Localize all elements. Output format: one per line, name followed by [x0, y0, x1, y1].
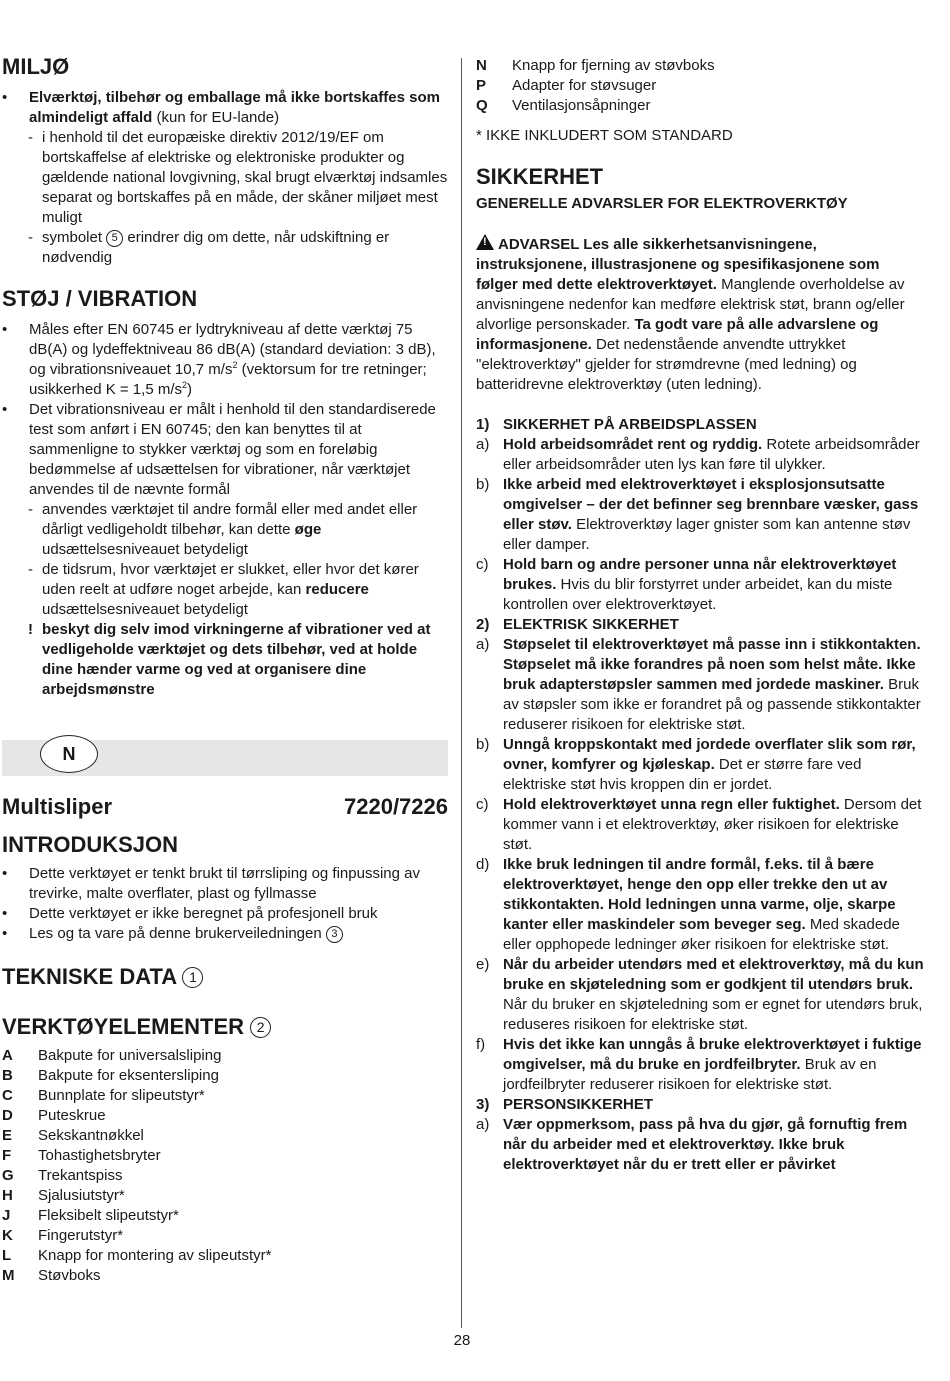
- item-letter: a): [476, 436, 490, 453]
- item-1c-bold: Hold barn og andre personer unna når elektroverktøyet brukes.: [503, 556, 897, 593]
- item-3a-bold: Vær oppmerksom, pass på hva du gjør, gå fornuftig frem når du arbeider med et elektroverktøy. Ikke bruk elektroverktøyet når du er trett eller er påvirket: [503, 1116, 908, 1173]
- element-row: [2, 1086, 448, 1106]
- miljo-bullet-bold: Elværktøj, tilbehør og emballage må ikke bortskaffes som almindeligt affald: [29, 89, 440, 126]
- heading-verktoyelementer: [2, 1014, 448, 1040]
- dash-marker: -: [28, 501, 33, 518]
- subheading-generelle-advarsler: GENERELLE ADVARSLER FOR ELEKTROVERKTØY: [476, 195, 848, 212]
- miljo-dash-2: [2, 228, 448, 268]
- element-row: [2, 1146, 448, 1166]
- item-1c: [476, 555, 924, 615]
- element-row: [2, 1066, 448, 1086]
- bullet-marker: •: [2, 925, 8, 942]
- section-1-heading: [476, 415, 924, 435]
- bullet-marker: •: [2, 905, 8, 922]
- stoj-dash-1: [2, 500, 448, 560]
- bullet-marker: •: [2, 865, 8, 882]
- stoj-bullet-2-text: Det vibrationsniveau er målt i henhold til den standardiserede test som anført i EN 60745; den kan benyttes til at sammenligne to stykker værktøj og som en foreløbig bedømmelse af udsættelsen for vibrationer, når værktøjet anvendes til de nævnte formål: [29, 401, 436, 498]
- item-2d-rest: Med skadede eller opphopede ledninger øker risikoen for elektriske støt.: [503, 916, 900, 953]
- item-2a-bold: Støpselet til elektroverktøyet må passe inn i stikkontakten. Støpselet må ikke forandres på noen som helst måte. Ikke bruk adapterstøpsler sammen med jordede maskiner.: [503, 636, 921, 693]
- product-title-row: [2, 794, 448, 820]
- element-row: [2, 1106, 448, 1126]
- left-column: [2, 54, 448, 1286]
- element-key: L: [2, 1247, 12, 1264]
- item-2e-rest: Når du bruker en skjøteledning som er egnet for utendørs bruk, reduseres risikoen for elektriske støt.: [503, 996, 923, 1033]
- element-row: [476, 76, 924, 96]
- element-list-right: [476, 56, 924, 116]
- heading-miljo: MILJØ: [2, 54, 70, 79]
- item-1b-bold: Ikke arbeid med elektroverktøyet i eksplosjonsutsatte omgivelser – der det befinner seg brennbare væsker, gass eller støv.: [503, 476, 919, 533]
- section-3-heading: [476, 1095, 924, 1115]
- element-label: Puteskrue: [38, 1107, 106, 1124]
- intro-bullet-3-text: Les og ta vare på denne brukerveiledningen: [29, 925, 326, 942]
- item-letter: c): [476, 556, 489, 573]
- item-2b: [476, 735, 924, 795]
- section-2-heading: [476, 615, 924, 635]
- element-row: [2, 1206, 448, 1226]
- element-label: Knapp for montering av slipeutstyr*: [38, 1247, 272, 1264]
- miljo-dash-2-text-b: erindrer dig om dette, når udskiftning er nødvendig: [42, 229, 390, 266]
- intro-bullet-1: [2, 864, 448, 904]
- item-letter: f): [476, 1036, 486, 1053]
- stoj-bullet-2: [2, 400, 448, 500]
- item-2c: [476, 795, 924, 855]
- element-label: Knapp for fjerning av støvboks: [512, 57, 715, 74]
- element-label: Ventilasjonsåpninger: [512, 97, 651, 114]
- stoj-dash-1-bold: øge: [294, 521, 322, 538]
- item-letter: b): [476, 476, 490, 493]
- circled-number-2: 2: [250, 1017, 271, 1038]
- element-key: G: [2, 1167, 14, 1184]
- element-row: [476, 56, 924, 76]
- product-name: Multisliper: [2, 794, 113, 819]
- stoj-dash-1-b: udsættelsesniveauet betydeligt: [42, 541, 248, 558]
- element-label: Støvboks: [38, 1267, 101, 1284]
- item-1a-rest: Rotete arbeidsområder eller arbeidsområder uten lys kan føre til ulykker.: [503, 436, 920, 473]
- element-row: [2, 1246, 448, 1266]
- heading-sikkerhet: SIKKERHET: [476, 164, 604, 189]
- item-2f-rest: Bruk av en jordfeilbryter reduserer risikoen for elektriske støt.: [503, 1056, 877, 1093]
- page-number: 28: [453, 1332, 471, 1349]
- miljo-dash-2-text-a: symbolet: [42, 229, 107, 246]
- element-row: [2, 1226, 448, 1246]
- element-label: Adapter for støvsuger: [512, 77, 657, 94]
- item-2e-bold: Når du arbeider utendørs med et elektroverktøy, må du kun bruke en skjøteledning som er godkjent til utendørs bruk.: [503, 956, 924, 993]
- product-model: 7220/7226: [344, 794, 448, 819]
- item-2a-rest: Bruk av støpsler som ikke er forandret på og passende stikkontakter reduserer risikoen for elektriske støt.: [503, 676, 921, 733]
- element-key: F: [2, 1147, 12, 1164]
- section-1-title: SIKKERHET PÅ ARBEIDSPLASSEN: [503, 416, 757, 433]
- element-row: [2, 1266, 448, 1286]
- section-number: 2): [476, 616, 490, 633]
- language-banner: [2, 740, 448, 776]
- item-2b-bold: Unngå kroppskontakt med jordede overflater slik som rør, ovner, komfyrer og kjøleskap.: [503, 736, 916, 773]
- intro-bullet-2: [2, 904, 448, 924]
- element-label: Tohastighetsbryter: [38, 1147, 161, 1164]
- item-2c-rest: Dersom det kommer vann i et elektroverktøy, øker risikoen for elektriske støt.: [503, 796, 922, 853]
- element-label: Fingerutstyr*: [38, 1227, 124, 1244]
- tekniske-title: TEKNISKE DATA: [2, 964, 183, 989]
- item-letter: e): [476, 956, 490, 973]
- verktoy-title: VERKTØYELEMENTER: [2, 1014, 251, 1039]
- dash-marker: -: [28, 229, 33, 246]
- item-1a-bold: Hold arbeidsområdet rent og ryddig.: [503, 436, 763, 453]
- section-number: 3): [476, 1096, 490, 1113]
- element-key: E: [2, 1127, 13, 1144]
- element-label: Sjalusiutstyr*: [38, 1187, 125, 1204]
- element-label: Fleksibelt slipeutstyr*: [38, 1207, 179, 1224]
- warning-rest-2: Det nedenstående anvendte uttrykket "elektroverktøy" gjelder for strømdrevne (med ledning) og batteridrevne elektroverktøy (uten ledning).: [476, 336, 857, 393]
- item-letter: a): [476, 636, 490, 653]
- element-key: B: [2, 1067, 13, 1084]
- element-label: Bunnplate for slipeutstyr*: [38, 1087, 205, 1104]
- language-badge: N: [40, 735, 98, 773]
- item-2a: [476, 635, 924, 735]
- item-2c-bold: Hold elektroverktøyet unna regn eller fuktighet.: [503, 796, 840, 813]
- element-key: J: [2, 1207, 11, 1224]
- miljo-dash-1-text: i henhold til det europæiske direktiv 2012/19/EF om bortskaffelse af elektriske og elektroniske produkter og gældende national lovgivning, skal brugt elværktøj indsamles separat og bortskaffes på en måde, der skåner miljøet mest muligt: [42, 129, 448, 226]
- right-column: [476, 56, 924, 1175]
- item-letter: a): [476, 1116, 490, 1133]
- item-1a: [476, 435, 924, 475]
- dash-marker: -: [28, 129, 33, 146]
- warning-triangle-icon: [476, 234, 494, 250]
- section-2-title: ELEKTRISK SIKKERHET: [503, 616, 679, 633]
- not-included-note: * IKKE INKLUDERT SOM STANDARD: [476, 127, 733, 144]
- item-2f: [476, 1035, 924, 1095]
- heading-stoj-vibration: STØJ / VIBRATION: [2, 286, 198, 311]
- stoj-bullet-1: [2, 320, 448, 400]
- item-2d: [476, 855, 924, 955]
- element-list-left: [2, 1046, 448, 1286]
- stoj-dash-2-a: de tidsrum, hvor værktøjet er slukket, eller hvor det kører uden reelt at udføre noget arbejde, kan: [42, 561, 419, 598]
- element-key: P: [476, 77, 487, 94]
- item-2f-bold: Hvis det ikke kan unngås å bruke elektroverktøyet i fuktige omgivelser, må du bruke en jordfeilbryter.: [503, 1036, 922, 1073]
- bullet-marker: •: [2, 89, 8, 106]
- warning-bold-2: Ta godt vare på alle advarslene og informasjonene.: [476, 316, 879, 353]
- warning-bold-1: ADVARSEL Les alle sikkerhetsanvisningene, instruksjonene, illustrasjonene og spesifikasjonene som følger med dette elektroverktøyet.: [476, 236, 880, 293]
- item-1b: [476, 475, 924, 555]
- element-row: [2, 1166, 448, 1186]
- section-3-title: PERSONSIKKERHET: [503, 1096, 654, 1113]
- item-2b-rest: Det er større fare ved elektriske støt hvis kroppen din er jordet.: [503, 756, 862, 793]
- superscript: 2: [182, 380, 188, 390]
- stoj-dash-2-b: udsættelsesniveauet betydeligt: [42, 601, 248, 618]
- item-letter: c): [476, 796, 489, 813]
- miljo-bullet: [2, 88, 448, 128]
- item-letter: b): [476, 736, 490, 753]
- warning-paragraph: [476, 234, 924, 395]
- item-2e: [476, 955, 924, 1035]
- item-3a: [476, 1115, 924, 1175]
- circled-number-5: 5: [106, 230, 123, 247]
- element-row: [2, 1046, 448, 1066]
- stoj-dash-2-bold: reducere: [305, 581, 369, 598]
- column-divider: [461, 58, 462, 1328]
- element-key: Q: [476, 97, 488, 114]
- miljo-dash-1: [2, 128, 448, 228]
- stoj-bullet-1-b: (vektorsum for tre retninger; usikkerhed K = 1,5 m/s: [29, 361, 427, 398]
- intro-bullet-2-text: Dette verktøyet er ikke beregnet på profesjonell bruk: [29, 905, 378, 922]
- superscript: 2: [232, 360, 238, 370]
- warning-rest-1: Manglende overholdelse av anvisningene nedenfor kan medføre elektrisk støt, brann og/eller alvorlige personskader.: [476, 276, 905, 333]
- element-key: M: [2, 1267, 15, 1284]
- element-label: Sekskantnøkkel: [38, 1127, 144, 1144]
- bullet-marker: •: [2, 321, 8, 338]
- element-key: K: [2, 1227, 13, 1244]
- circled-number-1: 1: [182, 967, 203, 988]
- heading-introduksjon: INTRODUKSJON: [2, 832, 179, 857]
- circled-number-3: 3: [326, 926, 343, 943]
- intro-bullet-3: [2, 924, 448, 944]
- exclamation-marker: !: [28, 621, 33, 638]
- stoj-dash-2: [2, 560, 448, 620]
- element-label: Trekantspiss: [38, 1167, 123, 1184]
- element-key: H: [2, 1187, 13, 1204]
- item-2d-bold: Ikke bruk ledningen til andre formål, f.eks. til å bære elektroverktøyet, henge den opp eller trekke den ut av stikkontakten. Hold ledningen unna varme, olje, skarpe kanter eller maskindeler som beveger seg.: [503, 856, 896, 933]
- miljo-bullet-rest: (kun for EU-lande): [152, 109, 280, 126]
- element-label: Bakpute for universalsliping: [38, 1047, 222, 1064]
- element-key: C: [2, 1087, 13, 1104]
- bullet-marker: •: [2, 401, 8, 418]
- stoj-excl: [2, 620, 448, 700]
- element-key: N: [476, 57, 487, 74]
- element-key: A: [2, 1047, 13, 1064]
- stoj-excl-text: beskyt dig selv imod virkningerne af vibrationer ved at vedligeholde værktøjet og dets tilbehør, ved at holde dine hænder varme og ved at organisere dine arbejdsmønstre: [42, 621, 431, 698]
- intro-bullet-1-text: Dette verktøyet er tenkt brukt til tørrsliping og finpussing av trevirke, malte overflater, plast og fyllmasse: [29, 865, 420, 902]
- stoj-bullet-1-c: ): [187, 381, 193, 398]
- element-row: [2, 1186, 448, 1206]
- item-letter: d): [476, 856, 490, 873]
- dash-marker: -: [28, 561, 33, 578]
- stoj-dash-1-a: anvendes værktøjet til andre formål eller med andet eller dårligt vedligeholdt tilbehør, kan dette: [42, 501, 418, 538]
- element-row: [476, 96, 924, 116]
- element-key: D: [2, 1107, 13, 1124]
- section-number: 1): [476, 416, 490, 433]
- heading-tekniske-data: [2, 964, 448, 990]
- item-1c-rest: Hvis du blir forstyrret under arbeidet, kan du miste kontrollen over elektroverktøyet.: [503, 576, 893, 613]
- item-1b-rest: Elektroverktøy lager gnister som kan antenne støv eller damper.: [503, 516, 911, 553]
- element-row: [2, 1126, 448, 1146]
- element-label: Bakpute for eksentersliping: [38, 1067, 219, 1084]
- stoj-bullet-1-a: Måles efter EN 60745 er lydtrykniveau af dette værktøj 75 dB(A) og lydeffektniveau 86 dB(A) (standard deviation: 3 dB), og vibrationsniveauet 10,7 m/s: [29, 321, 436, 378]
